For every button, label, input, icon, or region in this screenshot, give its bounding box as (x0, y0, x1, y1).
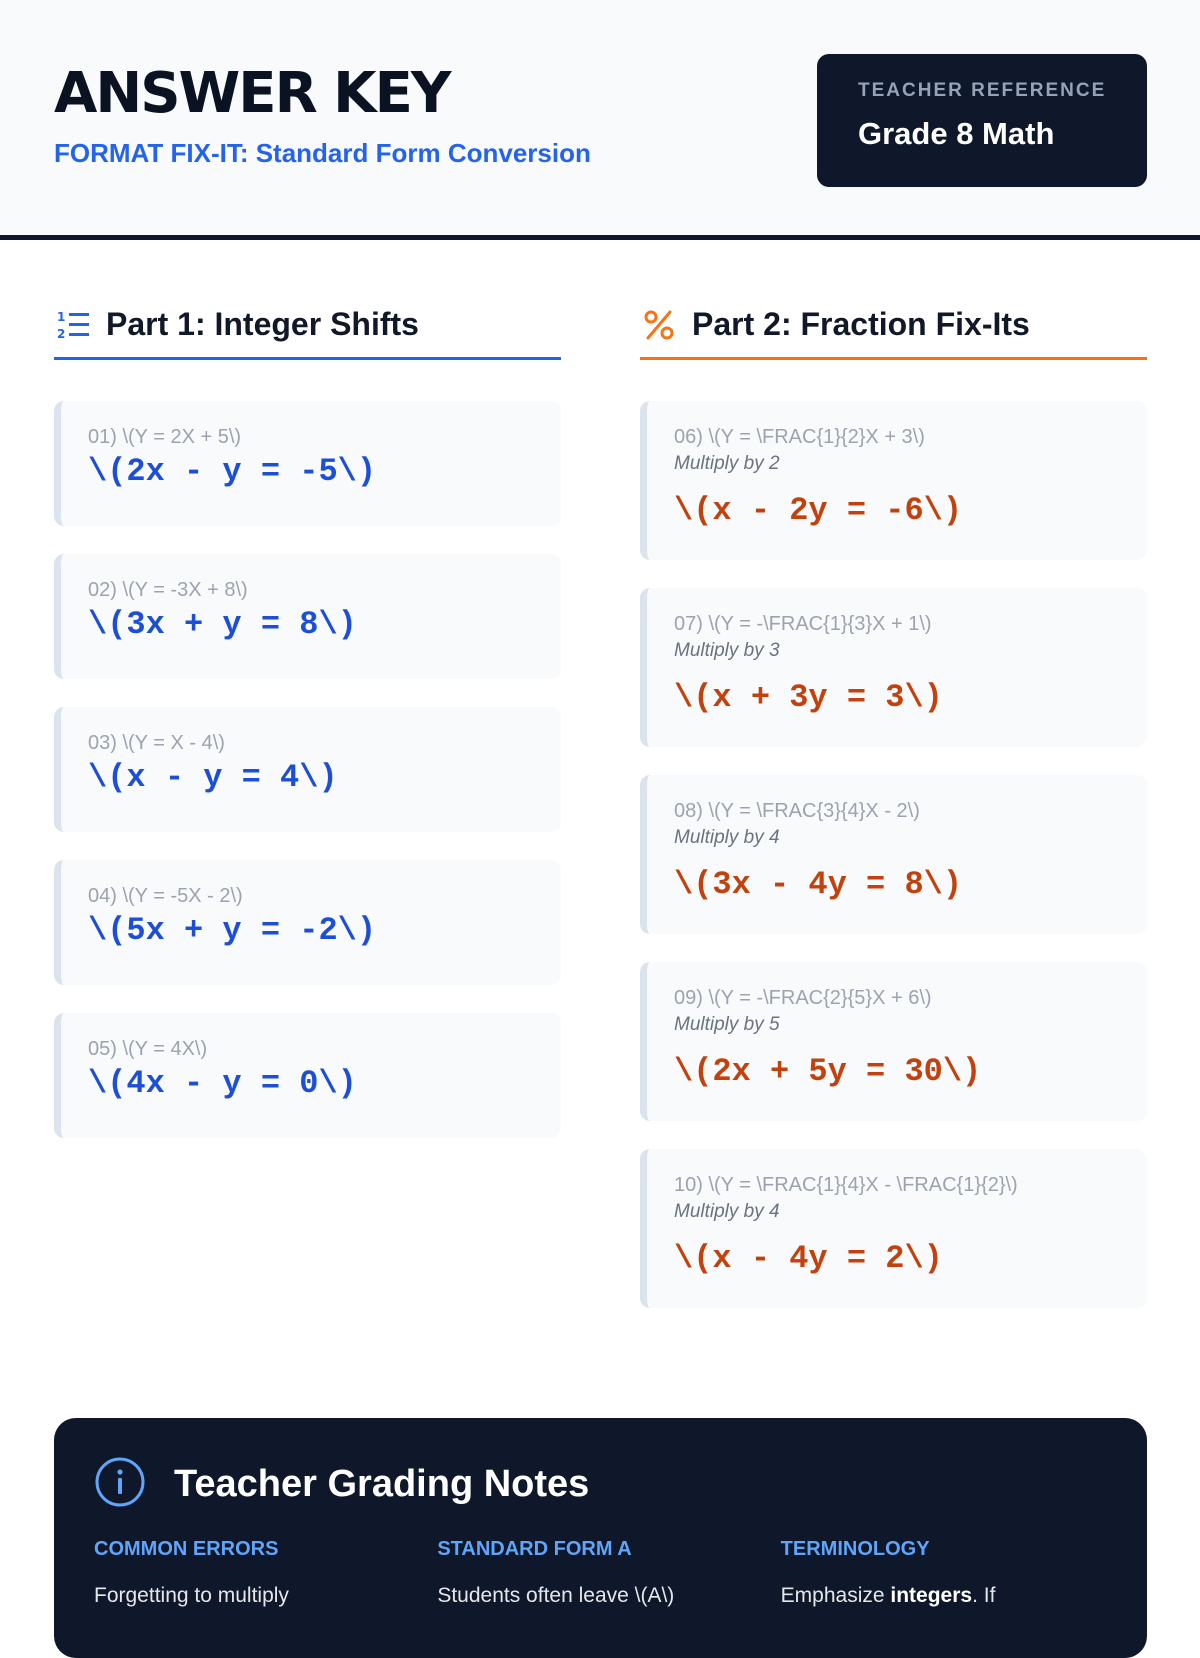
teacher-reference-badge (817, 54, 1147, 187)
problem-question: 01) \(Y = 2X + 5\) (88, 426, 242, 448)
notes-column-title: COMMON ERRORS (94, 1538, 279, 1560)
numbered-list-icon (54, 306, 92, 344)
problem-answer: \(x - 4y = 2\) (674, 1240, 943, 1277)
problem-card (54, 401, 561, 526)
problem-card (640, 1149, 1147, 1308)
notes-text-before: Emphasize (780, 1584, 891, 1607)
notes-column-text (781, 1581, 1124, 1610)
problem-answer: \(3x - 4y = 8\) (674, 866, 963, 903)
notes-column-title: STANDARD FORM A (437, 1538, 632, 1560)
part1-title: Part 1: Integer Shifts (106, 306, 419, 342)
problem-answer: \(x + 3y = 3\) (674, 679, 943, 716)
problem-card (640, 588, 1147, 747)
header (0, 0, 1200, 240)
notes-text-after: . If (972, 1584, 996, 1607)
problem-question: 04) \(Y = -5X - 2\) (88, 885, 243, 907)
problem-answer: \(4x - y = 0\) (88, 1065, 357, 1102)
notes-column-text: Students often leave \(A\) (437, 1584, 675, 1607)
problem-hint: Multiply by 4 (674, 827, 780, 848)
notes-header (94, 1456, 589, 1513)
notes-text-bold: integers (890, 1584, 973, 1607)
problem-answer: \(3x + y = 8\) (88, 606, 357, 643)
part2-title: Part 2: Fraction Fix-Its (692, 306, 1030, 342)
problem-answer: \(2x + 5y = 30\) (674, 1053, 982, 1090)
part1-section (54, 300, 561, 1166)
part1-list (54, 401, 561, 1138)
part1-header (54, 300, 561, 360)
problem-question: 02) \(Y = -3X + 8\) (88, 579, 248, 601)
reference-label: TEACHER REFERENCE (858, 80, 1107, 101)
problem-question: 03) \(Y = X - 4\) (88, 732, 225, 754)
teacher-grading-notes (54, 1418, 1147, 1658)
info-icon (94, 1456, 146, 1513)
problem-answer: \(x - 2y = -6\) (674, 492, 963, 529)
problem-question: 05) \(Y = 4X\) (88, 1038, 208, 1060)
problem-hint: Multiply by 2 (674, 453, 780, 474)
page-title: ANSWER KEY (54, 61, 450, 126)
problem-question: 08) \(Y = \FRAC{3}{4}X - 2\) (674, 800, 920, 822)
problem-hint: Multiply by 4 (674, 1201, 780, 1222)
problem-hint: Multiply by 3 (674, 640, 780, 661)
problem-card (54, 707, 561, 832)
part2-section (640, 300, 1147, 1336)
problem-question: 10) \(Y = \FRAC{1}{4}X - \FRAC{1}{2}\) (674, 1174, 1018, 1196)
part2-header (640, 300, 1147, 360)
problem-card (54, 554, 561, 679)
notes-column-text: Forgetting to multiply (94, 1584, 289, 1607)
reference-value: Grade 8 Math (858, 116, 1055, 151)
problem-card (640, 962, 1147, 1121)
notes-column-title: TERMINOLOGY (780, 1538, 930, 1560)
problem-answer: \(x - y = 4\) (88, 759, 338, 796)
problem-card (640, 401, 1147, 560)
page-subtitle: FORMAT FIX-IT: Standard Form Conversion (54, 138, 591, 168)
problem-answer: \(2x - y = -5\) (88, 453, 377, 490)
percent-icon (640, 306, 678, 344)
problem-card (54, 860, 561, 985)
problem-answer: \(5x + y = -2\) (88, 912, 377, 949)
notes-title: Teacher Grading Notes (174, 1463, 590, 1505)
problem-card (54, 1013, 561, 1138)
problem-card (640, 775, 1147, 934)
svg-text:1: 1 (57, 309, 66, 324)
svg-text:2: 2 (57, 326, 66, 341)
part2-list (640, 401, 1147, 1308)
problem-hint: Multiply by 5 (674, 1014, 780, 1035)
problem-question: 09) \(Y = -\FRAC{2}{5}X + 6\) (674, 987, 932, 1009)
problem-question: 07) \(Y = -\FRAC{1}{3}X + 1\) (674, 613, 932, 635)
problem-question: 06) \(Y = \FRAC{1}{2}X + 3\) (674, 426, 925, 448)
